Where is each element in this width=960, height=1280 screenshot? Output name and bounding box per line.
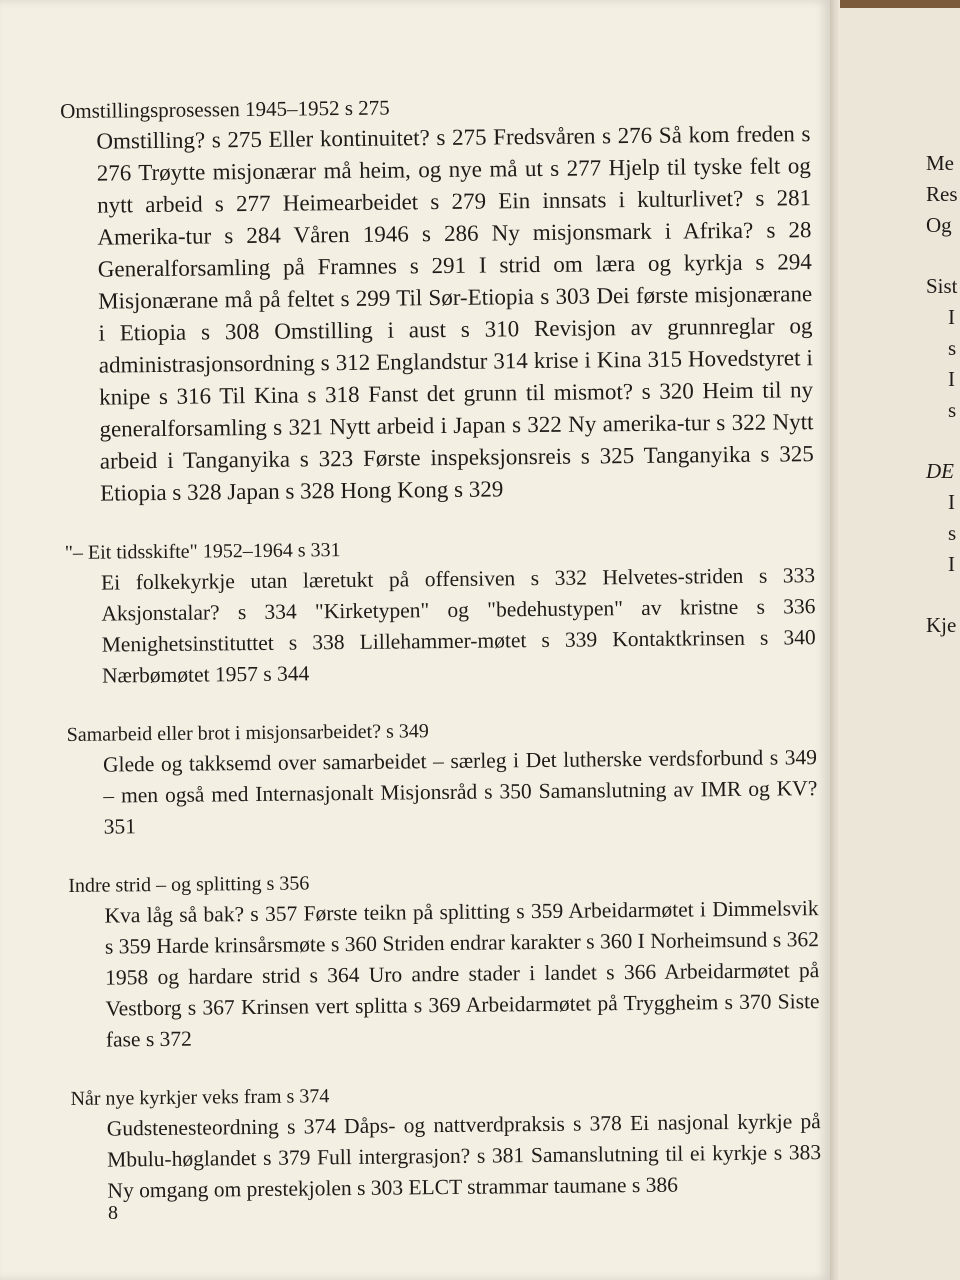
right-fragment: Res xyxy=(926,182,958,206)
toc-section xyxy=(60,88,814,510)
right-fragment: s xyxy=(948,336,957,360)
right-fragment: I xyxy=(948,367,955,391)
right-fragment: Sist xyxy=(926,274,958,298)
right-fragment: I xyxy=(948,552,955,576)
right-fragment: Me xyxy=(926,151,954,175)
section-entries: Glede og takksemd over samarbeidet – særleg i Det lutherske verdsforbund s 349 – men også med Internasjonalt Misjonsråd s 350 Samanslutning av IMR og KV? 351 xyxy=(102,745,818,839)
toc-section xyxy=(70,1076,821,1207)
table-of-contents xyxy=(60,88,822,1235)
section-heading: Omstillingsprosessen 1945–1952 s 275 xyxy=(60,95,390,123)
right-page xyxy=(838,8,960,1280)
right-fragment: Kje xyxy=(926,613,957,637)
section-entries: Gudstenesteordning s 374 Dåps- og nattverdpraksis s 378 Ei nasjonal kyrkje på Mbulu-høglandet s 379 Full intergrasjon? s 381 Samanslutning til ei kyrkje s 383 Ny omgang om prestekjolen s 303 ELCT strammar taumane s 386 xyxy=(106,1109,822,1203)
right-fragment: I xyxy=(948,305,955,329)
right-fragment: DE xyxy=(926,459,954,483)
right-fragment: Og xyxy=(926,213,952,237)
section-entries: Omstilling? s 275 Eller kontinuitet? s 275 Fredsvåren s 276 Så kom freden s 276 Trøytte misjonærar må heim, og nye må ut s 277 Hjelp til tyske felt og nytt arbeid s 277 Heimearbeidet s 279 Ein innsats i kulturlivet? s 281 Amerika-tur s 284 Våren 1946 s 286 Ny misjonsmark i Afrika? s 28 Generalforsamling på Framnes s 291 I strid om læra og kyrkja s 294 Misjonærane må på feltet s 299 Til Sør-Etiopia s 303 Dei første misjonærane i Etiopia s 308 Omstilling i aust s 310 Revisjon av grunnreglar og administrasjonsordning s 312 Englandstur 314 krise i Kina 315 Hovedstyret i knipe s 316 Til Kina s 318 Fanst det grunn til mismot? s 320 Heim til ny generalforsamling s 321 Nytt arbeid i Japan s 322 Ny amerika-tur s 322 Nytt arbeid i Tanganyika s 323 Første inspeksjonsreis s 325 Tanganyika s 325 Etiopia s 328 Japan s 328 Hong Kong s 329 xyxy=(96,121,814,506)
right-fragment: s xyxy=(948,398,957,422)
section-entries: Kva låg så bak? s 357 Første teikn på splitting s 359 Arbeidarmøtet i Dimmelsvik s 359 Harde krinsårsmøte s 360 Striden endrar karakter s 360 I Norheimsund s 362 1958 og hardare strid s 364 Uro andre stader i landet s 366 Arbeidarmøtet på Vestborg s 367 Krinsen vert splitta s 369 Arbeidarmøtet på Tryggheim s 370 Siste fase s 372 xyxy=(104,896,820,1052)
section-entries: Ei folkekyrkje utan læretukt på offensiven s 332 Helvetes-striden s 333 Aksjonstalar? s 334 "Kirketypen" og "bedehustypen" av kristne s 336 Menighetsinstituttet s 338 Lillehammer-møtet s 339 Kontaktkrinsen s 340 Nærbømøtet 1957 s 344 xyxy=(100,563,816,688)
section-heading: Indre strid – og splitting s 356 xyxy=(68,872,310,897)
toc-section xyxy=(65,530,817,692)
section-heading: Samarbeid eller brot i misjonsarbeidet? s 349 xyxy=(66,720,429,746)
toc-section xyxy=(67,712,818,843)
section-heading: "– Eit tidsskifte" 1952–1964 s 331 xyxy=(64,539,341,564)
right-fragment: s xyxy=(948,521,957,545)
right-fragment: I xyxy=(948,490,955,514)
toc-section xyxy=(68,863,820,1056)
section-heading: Når nye kyrkjer veks fram s 374 xyxy=(70,1085,330,1110)
right-page-text xyxy=(926,148,958,641)
page-number: 8 xyxy=(108,1202,118,1224)
